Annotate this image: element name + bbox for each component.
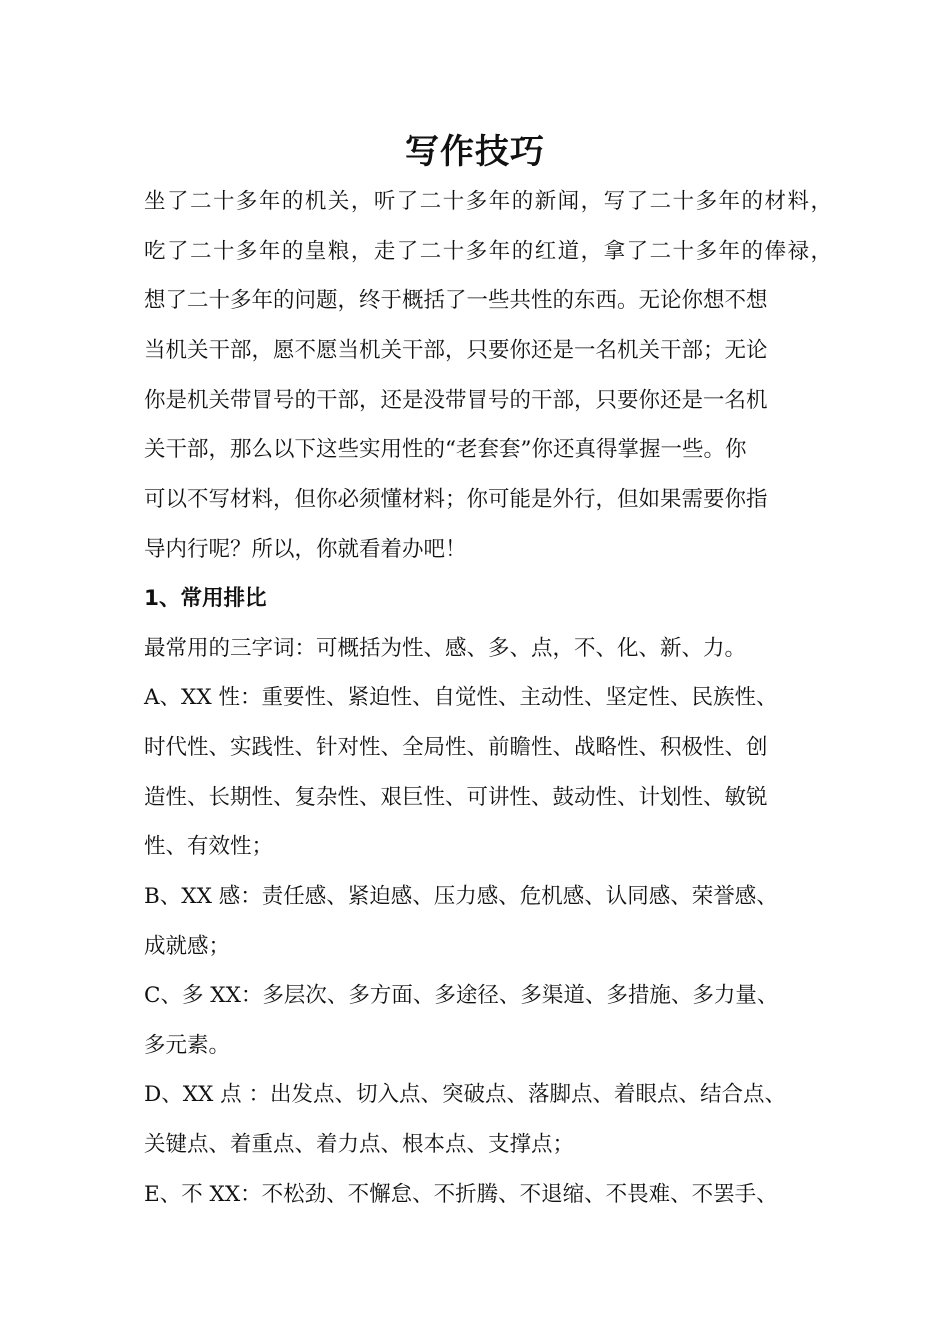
section-line: B、XX 感：责任感、紧迫感、压力感、危机感、认同感、荣誉感、 — [144, 884, 778, 909]
document-title: 写作技巧 — [405, 132, 545, 172]
intro-line: 你是机关带冒号的干部，还是没带冒号的干部，只要你还是一名机 — [144, 388, 768, 413]
intro-line: 吃了二十多年的皇粮，走了二十多年的红道，拿了二十多年的俸禄， — [144, 239, 832, 264]
section-line: D、XX 点 ：出发点、切入点、突破点、落脚点、着眼点、结合点、 — [144, 1082, 787, 1107]
intro-line: 可以不写材料，但你必须懂材料；你可能是外行，但如果需要你指 — [144, 487, 768, 512]
section-line: 造性、长期性、复杂性、艰巨性、可讲性、鼓动性、计划性、敏锐 — [144, 785, 768, 810]
intro-line: 想了二十多年的问题，终于概括了一些共性的东西。无论你想不想 — [144, 288, 768, 313]
section-heading: 1、常用排比 — [144, 586, 267, 611]
section-line: E、不 XX：不松劲、不懈怠、不折腾、不退缩、不畏难、不罢手、 — [144, 1182, 778, 1207]
section-line: 时代性、实践性、针对性、全局性、前瞻性、战略性、积极性、创 — [144, 735, 768, 760]
section-line: 多元素。 — [144, 1033, 231, 1058]
section-line: 最常用的三字词：可概括为性、感、多、点，不、化、新、力。 — [144, 636, 747, 661]
section-line: 关键点、着重点、着力点、根本点、支撑点； — [144, 1132, 575, 1157]
section-line: A、XX 性：重要性、紧迫性、自觉性、主动性、坚定性、民族性、 — [144, 685, 778, 710]
intro-line: 关干部，那么以下这些实用性的“老套套”你还真得掌握一些。你 — [144, 437, 747, 462]
section-line: 性、有效性； — [144, 834, 274, 859]
intro-line: 当机关干部，愿不愿当机关干部，只要你还是一名机关干部；无论 — [144, 338, 768, 363]
section-line: C、多 XX：多层次、多方面、多途径、多渠道、多措施、多力量、 — [144, 983, 779, 1008]
intro-line: 导内行呢？所以，你就看着办吧！ — [144, 537, 467, 562]
section-line: 成就感； — [144, 934, 231, 959]
intro-line: 坐了二十多年的机关，听了二十多年的新闻，写了二十多年的材料， — [144, 189, 832, 214]
